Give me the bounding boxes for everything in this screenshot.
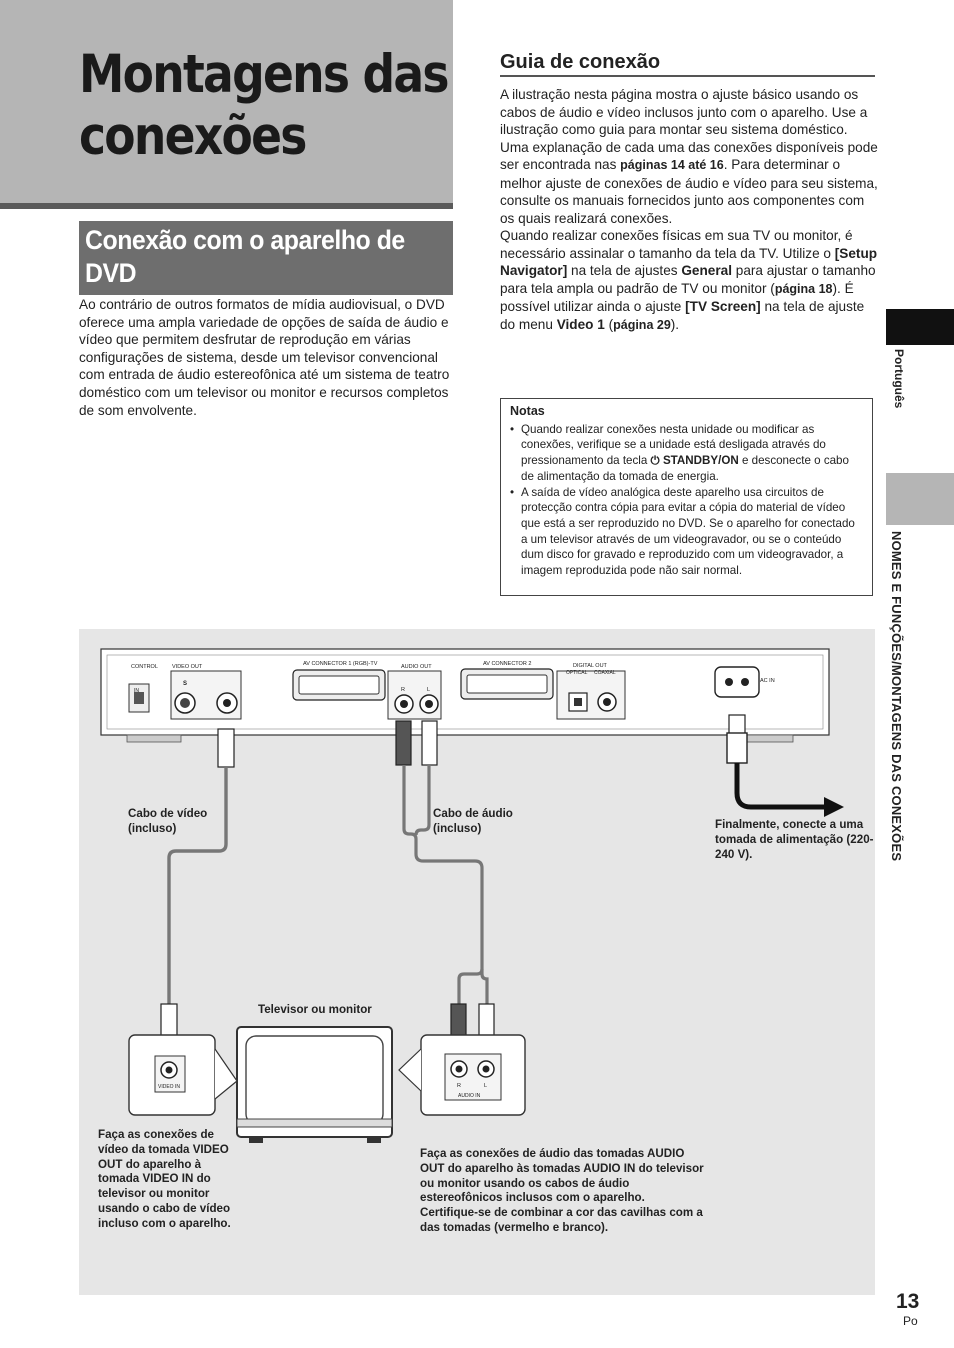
video-cable xyxy=(161,729,234,1042)
power-icon: ⏻ xyxy=(650,454,660,468)
panel-l-label: L xyxy=(427,687,431,693)
guide-p3-text-d: ). É possível utilizar ainda o ajuste xyxy=(500,280,854,314)
panel-digital-out-label: DIGITAL OUT xyxy=(573,663,607,669)
panel-av1-label: AV CONNECTOR 1 (RGB)-TV xyxy=(303,661,378,667)
arrow-right-icon xyxy=(824,797,844,817)
guide-p2-text: Uma explanação de cada uma das conexões disponíveis pode ser encontrada nas xyxy=(500,139,878,172)
guide-title: Guia de conexão xyxy=(500,51,661,73)
guide-p3-text-e: na tela de ajuste do menu xyxy=(500,299,865,332)
general-ref: General xyxy=(681,263,732,278)
tv-audio-in-label: AUDIO IN xyxy=(458,1093,481,1099)
panel-audio-out-label: AUDIO OUT xyxy=(401,664,432,670)
notes-list xyxy=(510,422,863,579)
dvd-rear-panel xyxy=(101,649,829,742)
section-tab-marker xyxy=(886,473,954,525)
guide-p3-text-g: ). xyxy=(670,316,680,332)
guide-p3-text-f: ( xyxy=(604,316,614,332)
audio-cable xyxy=(396,721,494,1046)
setup-navigator-ref: [Setup Navigator] xyxy=(500,245,878,278)
panel-in-label: IN xyxy=(134,688,139,694)
note-1-text: Quando realizar conexões nesta unidade ou modificar as conexões, verifique se a unidade está desligada através do pressionamento da tecla xyxy=(521,422,826,468)
intro-paragraph: Ao contrário de outros formatos de mídia audiovisual, o DVD oferece uma ampla variedade de opções de saída de áudio e vídeo que permitem desfrutar de reprodução em várias configurações de sistema, desde um televisor convencional com entrada de áudio estereofônica até um sistema de teatro doméstico com um televisor ou monitor e recursos completos de som envolvente. xyxy=(79,297,450,418)
notes-box xyxy=(500,398,873,596)
tv-screen-ref: [TV Screen] xyxy=(685,299,761,314)
note-1-text-b: e desconecte o cabo de alimentação da tomada de energia. xyxy=(521,454,849,483)
tv-video-in-label: VIDEO IN xyxy=(158,1084,180,1090)
page-title: Montagens das conexões xyxy=(79,44,448,167)
panel-coaxial-label: COAXIAL xyxy=(594,670,616,676)
connection-diagram xyxy=(79,629,875,1295)
page-number: 13 xyxy=(896,1290,920,1313)
panel-optical-label: OPTICAL xyxy=(566,670,588,676)
panel-control-label: CONTROL xyxy=(131,664,158,670)
guide-rule xyxy=(500,75,875,77)
language-tab: Português xyxy=(892,349,906,409)
ac-in-socket xyxy=(715,667,759,697)
guide-p2-text-b: . Para determinar o melhor ajuste de conexões de áudio e vídeo para seu sistema, consulte os manuais fornecidos junto aos componentes com os quais realizará conexões. xyxy=(500,157,878,226)
page-ref-18: página 18 xyxy=(774,281,833,296)
note-item xyxy=(510,422,863,485)
tv-l-label: L xyxy=(484,1083,488,1089)
guide-p3-text-b: na tela de ajustes xyxy=(567,263,682,278)
panel-av2-label: AV CONNECTOR 2 xyxy=(483,661,532,667)
video-instruction: Faça as conexões de vídeo da tomada VIDEO OUT do aparelho à tomada VIDEO IN do televisor ou monitor usando o cabo de vídeo incluso com o aparelho. xyxy=(98,1128,231,1230)
section-title: Conexão com o aparelho de DVD xyxy=(85,225,405,288)
title-rule xyxy=(0,203,453,209)
tv-label: Televisor ou monitor xyxy=(258,1003,372,1016)
video-cable-label: Cabo de vídeo (incluso) xyxy=(128,807,208,835)
language-tab-marker xyxy=(886,309,954,345)
section-tab: NOMES E FUNÇÕES/MONTAGENS DAS CONEXÕES xyxy=(889,531,904,862)
panel-video-out-label: VIDEO OUT xyxy=(172,664,203,670)
page-ref-29: página 29 xyxy=(613,317,671,332)
standby-key: STANDBY/ON xyxy=(659,454,739,468)
power-instruction: Finalmente, conecte a uma tomada de alimentação (220-240 V). xyxy=(715,818,874,861)
tv-audio-in-panel xyxy=(399,1035,525,1115)
page-ref-14-16: páginas 14 até 16 xyxy=(620,158,724,172)
tv-r-label: R xyxy=(457,1083,461,1089)
guide-paragraph-3 xyxy=(500,227,878,334)
audio-cable-label: Cabo de áudio (incluso) xyxy=(433,807,513,835)
audio-instruction: Faça as conexões de áudio das tomadas AUDIO OUT do aparelho às tomadas AUDIO IN do televisor ou monitor usando os cabos de áudio estereofônicos inclusos com o aparelho. Certifique-se de combinar a cor das cavilhas com a das tomadas (vermelho e branco). xyxy=(420,1147,704,1234)
guide-p3-text-c: para ajustar o tamanho para tela ampla ou padrão de TV ou monitor ( xyxy=(500,263,876,296)
guide-paragraph-1: A ilustração nesta página mostra o ajuste básico usando os cabos de áudio e vídeo inclusos junto com o aparelho. Use a ilustração como guia para montar seu sistema doméstico. xyxy=(500,87,868,137)
note-item: • A saída de vídeo analógica deste aparelho usa circuitos de protecção contra cópia para evitar a cópia do material de vídeo que está a ser reproduzido no DVD. Se o aparelho for conectado a um televisor através de um videogravador, ou se o conteúdo dum disco for gravado e reproduzido com um videogravador, a imagem reproduzida pode não sair normal. xyxy=(510,485,863,579)
tv-illustration xyxy=(237,1027,392,1143)
video1-ref: Video 1 xyxy=(556,316,605,332)
panel-ac-in-label: AC IN xyxy=(760,678,775,684)
panel-r-label: R xyxy=(401,687,405,693)
page-language-code: Po xyxy=(903,1314,918,1328)
panel-s-label: S xyxy=(183,681,188,687)
guide-paragraph-2 xyxy=(500,139,878,228)
guide-p3-text: Quando realizar conexões físicas em sua TV ou monitor, é necessário assinalar o tamanho da tela da TV. Utilize o xyxy=(500,228,853,261)
notes-title: Notas xyxy=(510,404,545,418)
tv-video-in-panel xyxy=(129,1035,237,1115)
guide-text xyxy=(500,86,878,334)
